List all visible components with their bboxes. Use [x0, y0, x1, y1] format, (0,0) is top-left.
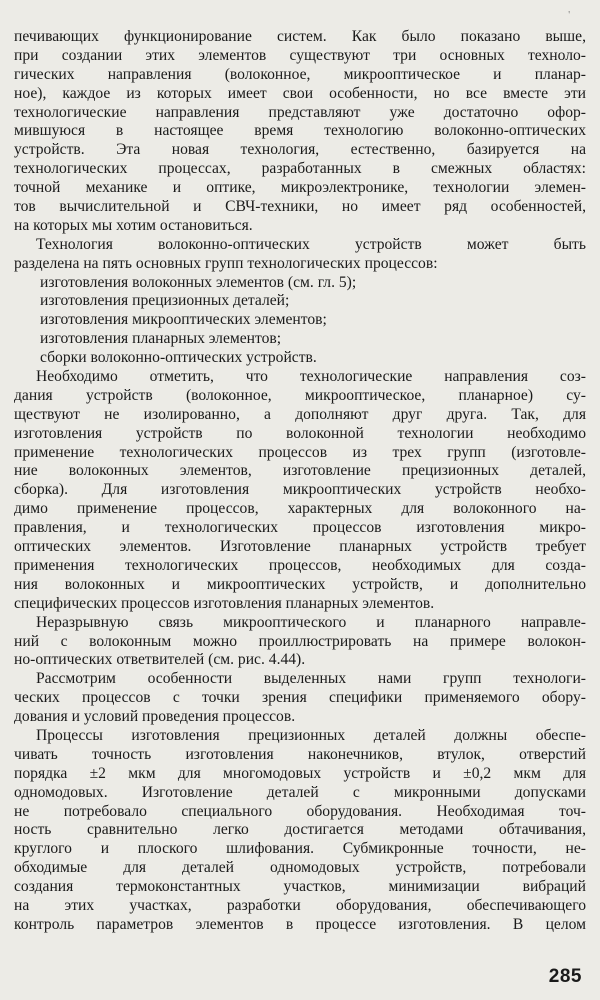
paragraph: [14, 614, 586, 671]
list-item: изготовления прецизионных деталей;: [40, 292, 290, 310]
text-line: технологические направления представляют уже достаточно офор-: [14, 103, 586, 121]
text-line: на этих участках, разработки оборудования, обеспечивающего: [14, 896, 586, 914]
text-line: при создании этих элементов существуют три основных техноло-: [14, 46, 586, 64]
text-line: одномодовых. Изготовление деталей с микронными допусками: [14, 783, 586, 801]
text-line: ность сравнительно легко достигается методами обтачивания,: [14, 821, 586, 839]
text-line: ний с волоконным можно проиллюстрировать на примере волокон-: [14, 632, 586, 650]
list-item: сборки волоконно-оптических устройств.: [40, 349, 317, 367]
text-line: но-оптических ответвителей (см. рис. 4.44).: [14, 651, 306, 669]
text-line: чивать точность изготовления наконечников, втулок, отверстий: [14, 745, 586, 763]
page-number: 285: [548, 966, 582, 987]
text-line: точной механике и оптике, микроэлектронике, технологии элемен-: [14, 179, 586, 197]
text-line: дания устройств (волоконное, микрооптическое, планарное) су-: [14, 386, 586, 404]
text-line: печивающих функционирование систем. Как было показано выше,: [14, 28, 586, 45]
text-line: специфических процессов изготовления планарных элементов.: [14, 594, 435, 612]
process-list: [14, 274, 586, 368]
text-line: порядка ±2 мкм для многомодовых устройств и ±0,2 мкм для: [14, 764, 586, 782]
text-line: ществуют не изолированно, а дополняют друг друга. Так, для: [14, 405, 586, 423]
scan-mark: ': [568, 10, 570, 21]
text-line: ния волоконных и микрооптических устройств, и дополнительно: [14, 575, 586, 593]
text-line: правления, и технологических процессов изготовления микро-: [14, 519, 586, 537]
text-line: круглого и плоского шлифования. Субмикронные точности, не-: [14, 840, 586, 858]
text-line: разделена на пять основных групп технологических процессов:: [14, 254, 438, 272]
text-line: устройств. Эта новая технология, естественно, базируется на: [14, 141, 586, 159]
text-line: контроль параметров элементов в процессе изготовления. В целом: [14, 915, 586, 933]
paragraph: [14, 236, 586, 274]
text-line: гических направления (волоконное, микрооптическое и планар-: [14, 65, 586, 83]
list-item: изготовления микрооптических элементов;: [40, 311, 327, 329]
text-line: оптических элементов. Изготовление планарных устройств требует: [14, 538, 586, 556]
text-line: Технология волоконно-оптических устройств может быть: [36, 235, 586, 253]
text-line: ние волоконных элементов, изготовление прецизионных деталей,: [14, 462, 586, 480]
text-line: сборка). Для изготовления микрооптических устройств необхо-: [14, 481, 586, 499]
text-line: Рассмотрим особенности выделенных нами групп технологи-: [36, 670, 586, 688]
text-line: применения технологических процессов, необходимых для созда-: [14, 556, 586, 574]
text-line: дования и условий проведения процессов.: [14, 708, 296, 726]
text-line: Неразрывную связь микрооптического и планарного направле-: [36, 613, 586, 631]
text-line: Необходимо отметить, что технологические направления соз-: [36, 368, 586, 386]
text-line: изготовления устройств по волоконной технологии необходимо: [14, 424, 586, 442]
text-line: создания термоконстантных участков, минимизации вибраций: [14, 878, 586, 896]
text-line: применение технологических процессов из трех групп (изготовле-: [14, 443, 586, 461]
text-line: мившуюся в настоящее время технологию волоконно-оптических: [14, 122, 586, 140]
text-line: ческих процессов с точки зрения специфики применяемого обору-: [14, 689, 586, 707]
list-item: изготовления планарных элементов;: [40, 330, 282, 348]
text-line: на которых мы хотим остановиться.: [14, 216, 253, 234]
text-line: не потребовало специального оборудования. Необходимая точ-: [14, 802, 586, 820]
paragraph: [14, 368, 586, 614]
text-line: ное), каждое из которых имеет свои особенности, но все вместе эти: [14, 84, 586, 102]
document-page: [14, 28, 586, 935]
text-line: димо применение процессов, характерных для волоконного на-: [14, 500, 586, 518]
paragraph: [14, 727, 586, 935]
paragraph: [14, 28, 586, 236]
paragraph: [14, 670, 586, 727]
list-item: изготовления волоконных элементов (см. гл. 5);: [40, 273, 357, 291]
text-line: тов вычислительной и СВЧ-техники, но имеет ряд особенностей,: [14, 198, 586, 216]
text-line: технологических процессах, разработанных в смежных областях:: [14, 160, 586, 178]
text-line: Процессы изготовления прецизионных деталей должны обеспе-: [36, 726, 586, 744]
text-line: обходимые для деталей одномодовых устройств, потребовали: [14, 859, 586, 877]
